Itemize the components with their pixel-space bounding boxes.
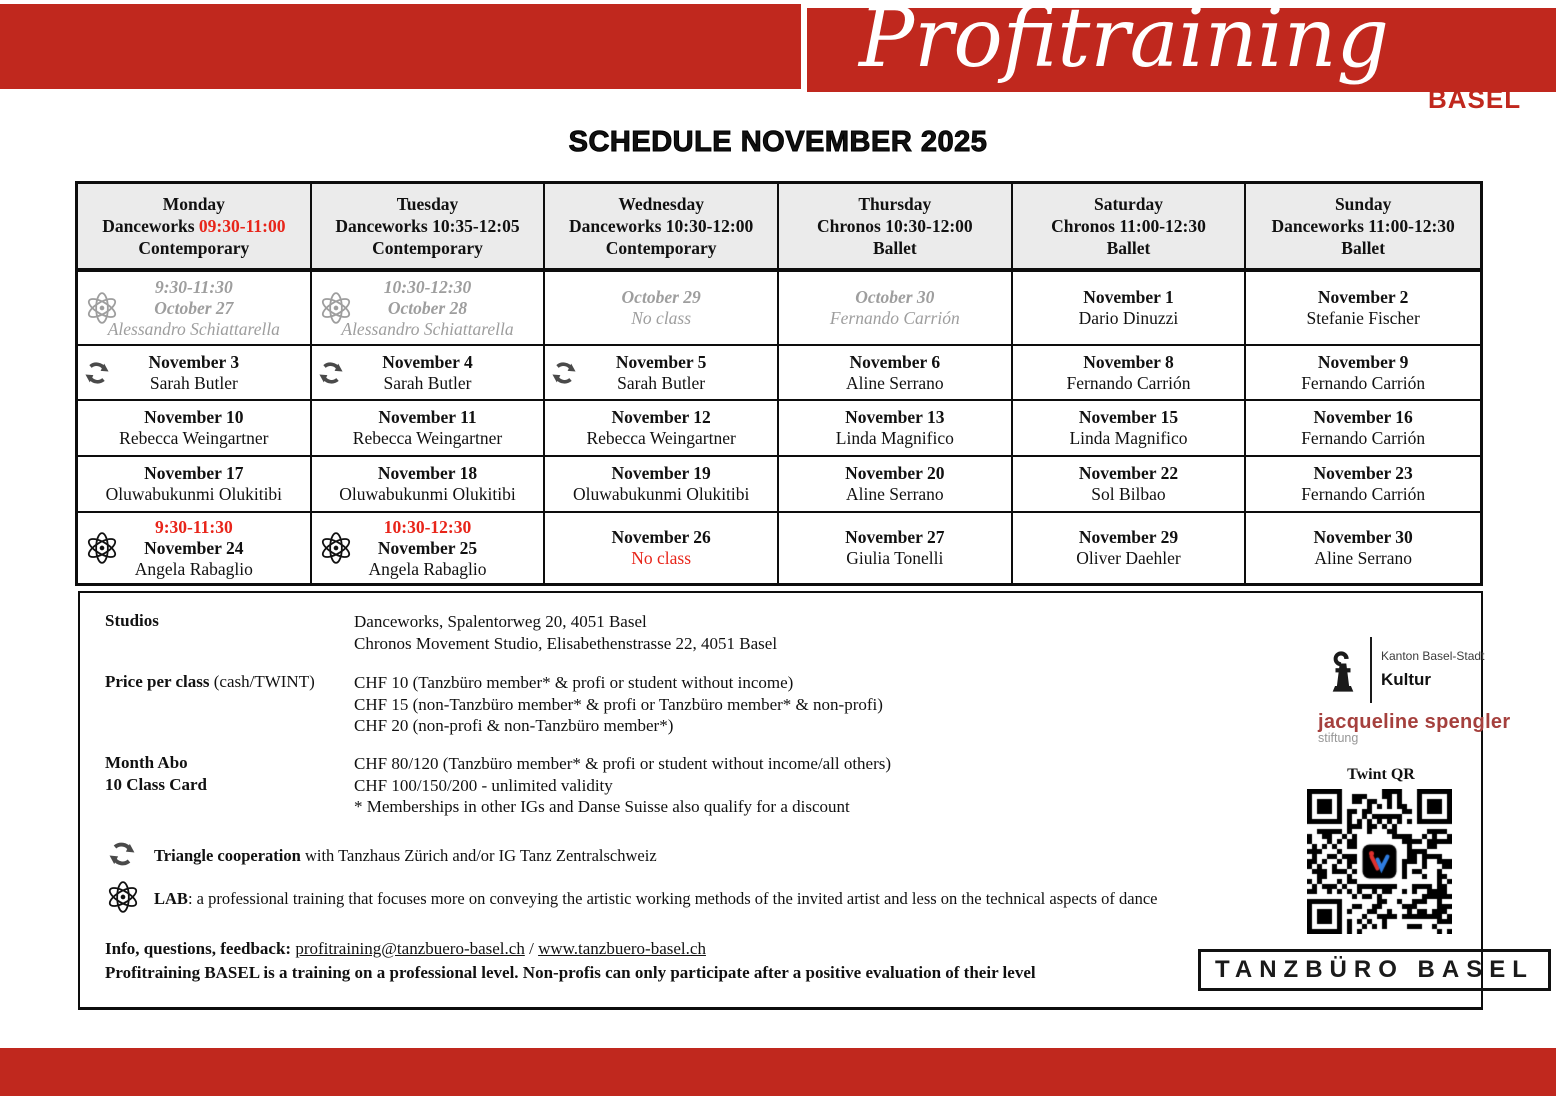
twint-qr-label: Twint QR xyxy=(1347,766,1415,783)
schedule-row xyxy=(78,511,1480,583)
lab-atom-icon xyxy=(105,879,141,915)
class-card-label: 10 Class Card xyxy=(105,775,208,794)
day-column-header: Wednesday Danceworks 10:30-12:00 Contemporary xyxy=(545,184,779,268)
lab-atom-icon xyxy=(84,290,120,326)
triangle-cooperation-icon xyxy=(108,840,136,868)
triangle-cooperation-icon xyxy=(84,360,110,386)
price-line: CHF 20 (non-profi & non-Tanzbüro member*) xyxy=(354,716,674,735)
day-column-header: Sunday Danceworks 11:00-12:30 Ballet xyxy=(1271,194,1455,258)
triangle-cooperation-icon xyxy=(551,360,577,386)
footer-red-bar xyxy=(0,1048,1556,1096)
website-link[interactable]: www.tanzbuero-basel.ch xyxy=(538,939,706,958)
price-list xyxy=(354,672,883,737)
abo-line: CHF 80/120 (Tanzbüro member* & profi or student without income/all others) xyxy=(354,754,892,773)
contact-line: Info, questions, feedback: profitraining@tanzbuero-basel.ch / www.tanzbuero-basel.ch xyxy=(105,939,706,958)
schedule-cell: November 30 Aline Serrano xyxy=(1313,527,1413,568)
schedule-table xyxy=(75,181,1483,586)
schedule-cell: November 11 Rebecca Weingartner xyxy=(312,401,546,455)
twint-qr-code xyxy=(1307,789,1452,934)
schedule-cell: November 9 Fernando Carrión xyxy=(1301,351,1426,393)
schedule-cell: November 23 Fernando Carrión xyxy=(1301,463,1426,504)
schedule-row xyxy=(78,344,1480,399)
schedule-cell: November 22 Sol Bilbao xyxy=(1013,457,1247,511)
price-line: CHF 15 (non-Tanzbüro member* & profi or Tanzbüro member* & non-profi) xyxy=(354,694,883,714)
schedule-cell: November 10 Rebecca Weingartner xyxy=(78,401,312,455)
schedule-cell: November 26 No class xyxy=(545,513,779,583)
price-label: Price per class (cash/TWINT) xyxy=(105,672,315,691)
jacqueline-spengler-logo: jacqueline spengler stiftung xyxy=(1318,711,1511,745)
lab-atom-icon xyxy=(318,530,354,566)
schedule-header-row xyxy=(78,184,1480,268)
brand-city-label: BASEL xyxy=(1428,84,1522,114)
studios-label: Studios xyxy=(105,611,159,630)
abo-line: CHF 100/150/200 - unlimited validity xyxy=(354,775,613,795)
price-line: CHF 10 (Tanzbüro member* & profi or student without income) xyxy=(354,673,794,692)
professional-level-note: Profitraining BASEL is a training on a professional level. Non-profis can only participate after a positive evaluation of their level xyxy=(105,963,1036,982)
schedule-cell: November 8 Fernando Carrión xyxy=(1013,346,1247,399)
lab-atom-icon xyxy=(84,530,120,566)
schedule-cell: 9:30-11:30 November 24 Angela Rabaglio xyxy=(78,513,312,583)
schedule-cell: November 6 Aline Serrano xyxy=(779,346,1013,399)
schedule-row xyxy=(78,455,1480,511)
brand-wordmark: Profitraining xyxy=(859,0,1390,86)
header-red-bar xyxy=(0,4,801,89)
schedule-cell: October 29 No class xyxy=(545,272,779,344)
studio-address: Chronos Movement Studio, Elisabethenstrasse 22, 4051 Basel xyxy=(354,633,778,653)
schedule-row xyxy=(78,268,1480,344)
schedule-cell: November 13 Linda Magnifico xyxy=(779,401,1013,455)
studios-addresses xyxy=(354,611,777,654)
info-panel xyxy=(78,591,1534,1010)
price-method: (cash/TWINT) xyxy=(209,672,315,691)
month-abo-label: Month Abo xyxy=(105,753,188,772)
schedule-cell: November 2 Stefanie Fischer xyxy=(1306,287,1420,328)
tanzbuero-basel-logo: TANZBÜRO BASEL xyxy=(1198,949,1551,991)
schedule-cell: October 30 Fernando Carrión xyxy=(779,272,1013,344)
schedule-cell: November 27 Giulia Tonelli xyxy=(779,513,1013,583)
triangle-cooperation-icon xyxy=(318,360,344,386)
lab-atom-icon xyxy=(318,290,354,326)
schedule-cell: November 12 Rebecca Weingartner xyxy=(545,401,779,455)
page-title: SCHEDULE NOVEMBER 2025 xyxy=(568,126,988,158)
schedule-cell: November 15 Linda Magnifico xyxy=(1013,401,1247,455)
schedule-cell: November 16 Fernando Carrión xyxy=(1301,407,1426,448)
studio-address: Danceworks, Spalentorweg 20, 4051 Basel xyxy=(354,612,647,631)
abo-list xyxy=(354,753,891,818)
day-column-header: Tuesday Danceworks 10:35-12:05 Contemporary xyxy=(312,184,546,268)
schedule-cell: 10:30-12:30 October 28 Alessandro Schiattarella xyxy=(312,272,546,344)
triangle-cooperation-legend: Triangle cooperation with Tanzhaus Zürich and/or IG Tanz Zentralschweiz xyxy=(154,846,657,865)
schedule-cell: 9:30-11:30 October 27 Alessandro Schiattarella xyxy=(78,272,312,344)
profitraining-logo xyxy=(807,0,1556,92)
day-column-header: Thursday Chronos 10:30-12:00 Ballet xyxy=(779,184,1013,268)
schedule-cell: November 18 Oluwabukunmi Olukitibi xyxy=(312,457,546,511)
baselstab-icon xyxy=(1328,649,1358,698)
schedule-cell: November 29 Oliver Daehler xyxy=(1013,513,1247,583)
schedule-cell: November 4 Sarah Butler xyxy=(312,346,546,399)
lab-legend: LAB: a professional training that focuses more on conveying the artistic working methods of the invited artist and less on the technical aspects of dance xyxy=(154,889,1158,908)
day-column-header: Monday Danceworks 09:30-11:00 Contemporary xyxy=(78,184,312,268)
schedule-cell: November 1 Dario Dinuzzi xyxy=(1013,272,1247,344)
schedule-cell: November 5 Sarah Butler xyxy=(545,346,779,399)
schedule-cell: November 19 Oluwabukunmi Olukitibi xyxy=(545,457,779,511)
schedule-cell: November 3 Sarah Butler xyxy=(78,346,312,399)
email-link[interactable]: profitraining@tanzbuero-basel.ch xyxy=(295,939,525,958)
kanton-text: Kanton Basel-Stadt Kultur xyxy=(1381,649,1485,689)
logo-divider xyxy=(1370,637,1372,703)
schedule-row xyxy=(78,399,1480,455)
schedule-cell: November 20 Aline Serrano xyxy=(779,457,1013,511)
schedule-cell: 10:30-12:30 November 25 Angela Rabaglio xyxy=(312,513,546,583)
schedule-cell: November 17 Oluwabukunmi Olukitibi xyxy=(78,457,312,511)
abo-line: * Memberships in other IGs and Danse Suisse also qualify for a discount xyxy=(354,797,850,816)
day-column-header: Saturday Chronos 11:00-12:30 Ballet xyxy=(1013,184,1247,268)
